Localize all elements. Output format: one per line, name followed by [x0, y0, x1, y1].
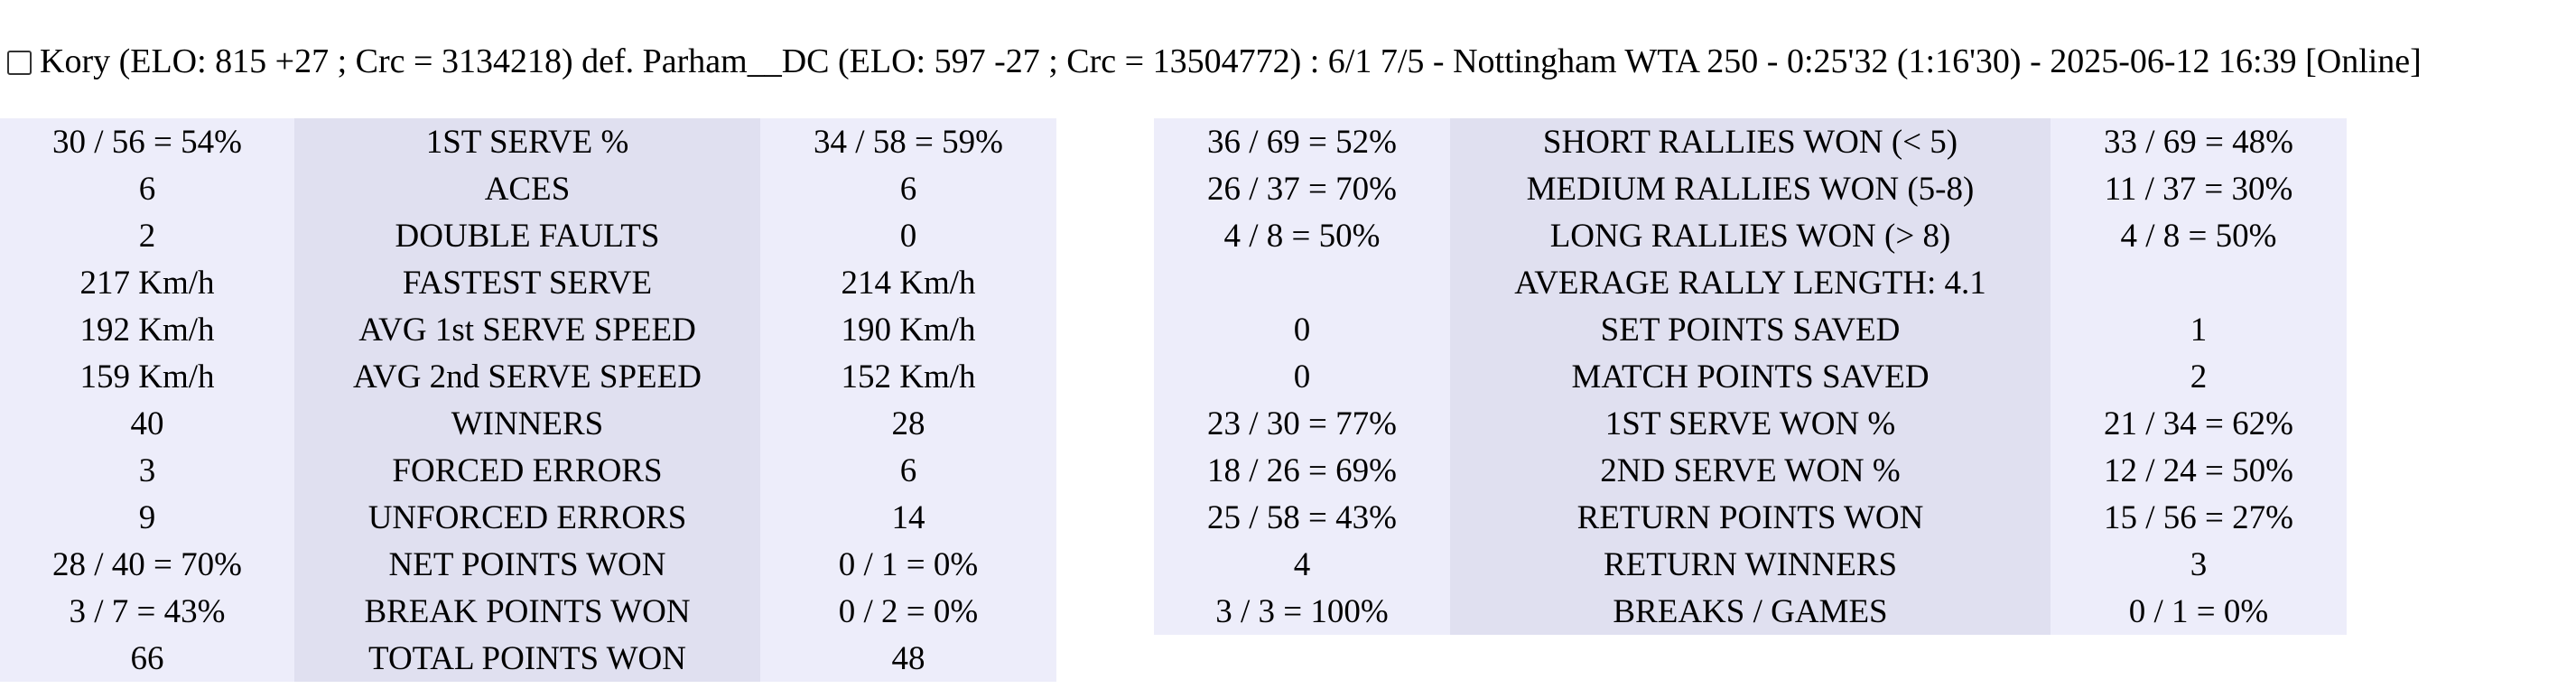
stat-row — [0, 306, 1056, 353]
stat-label: BREAK POINTS WON — [294, 588, 760, 635]
player2-value: 0 — [760, 212, 1056, 259]
player1-value: 28 / 40 = 70% — [0, 541, 294, 588]
stat-label: MEDIUM RALLIES WON (5-8) — [1450, 165, 2051, 212]
stat-label: RETURN WINNERS — [1450, 541, 2051, 588]
stat-label: SET POINTS SAVED — [1450, 306, 2051, 353]
player2-value: 4 / 8 = 50% — [2051, 212, 2347, 259]
player1-value: 4 / 8 = 50% — [1154, 212, 1450, 259]
stat-row — [1154, 165, 2347, 212]
player1-value: 3 — [0, 447, 294, 494]
stat-label: LONG RALLIES WON (> 8) — [1450, 212, 2051, 259]
player2-value: 21 / 34 = 62% — [2051, 400, 2347, 447]
stat-label: BREAKS / GAMES — [1450, 588, 2051, 635]
player2-value: 34 / 58 = 59% — [760, 118, 1056, 165]
stat-row — [0, 541, 1056, 588]
player2-value — [2051, 259, 2347, 306]
player1-value: 30 / 56 = 54% — [0, 118, 294, 165]
player2-value: 33 / 69 = 48% — [2051, 118, 2347, 165]
stat-label: RETURN POINTS WON — [1450, 494, 2051, 541]
player2-value: 190 Km/h — [760, 306, 1056, 353]
player2-value: 0 / 2 = 0% — [760, 588, 1056, 635]
match-title: Kory (ELO: 815 +27 ; Crc = 3134218) def. Parham__DC (ELO: 597 -27 ; Crc = 13504772) : 6/1 7/5 - Nottingham WTA 250 - 0:25'32 (1:16'30) - 2025-06-12 16:39 [Online] — [40, 42, 2422, 80]
stat-row — [0, 400, 1056, 447]
rally-stats-table — [1154, 118, 2347, 635]
stat-label: 1ST SERVE WON % — [1450, 400, 2051, 447]
player2-value: 11 / 37 = 30% — [2051, 165, 2347, 212]
stat-row — [0, 494, 1056, 541]
player2-value: 48 — [760, 635, 1056, 682]
player1-value: 36 / 69 = 52% — [1154, 118, 1450, 165]
player1-value: 3 / 3 = 100% — [1154, 588, 1450, 635]
player2-value: 214 Km/h — [760, 259, 1056, 306]
stat-label: 1ST SERVE % — [294, 118, 760, 165]
stat-label: MATCH POINTS SAVED — [1450, 353, 2051, 400]
stat-label: UNFORCED ERRORS — [294, 494, 760, 541]
player1-value: 25 / 58 = 43% — [1154, 494, 1450, 541]
stat-row — [0, 259, 1056, 306]
player2-value: 0 / 1 = 0% — [2051, 588, 2347, 635]
player2-value: 14 — [760, 494, 1056, 541]
stat-label: DOUBLE FAULTS — [294, 212, 760, 259]
player1-value: 192 Km/h — [0, 306, 294, 353]
stat-row — [0, 118, 1056, 165]
player1-value: 23 / 30 = 77% — [1154, 400, 1450, 447]
player2-value: 2 — [2051, 353, 2347, 400]
player1-value: 0 — [1154, 353, 1450, 400]
stat-row — [0, 353, 1056, 400]
stat-label: AVG 1st SERVE SPEED — [294, 306, 760, 353]
stat-row — [1154, 541, 2347, 588]
player1-value — [1154, 259, 1450, 306]
stat-row — [1154, 588, 2347, 635]
player2-value: 1 — [2051, 306, 2347, 353]
player2-value: 0 / 1 = 0% — [760, 541, 1056, 588]
player1-value: 2 — [0, 212, 294, 259]
rally-stats-body — [1154, 118, 2347, 635]
stat-row — [1154, 306, 2347, 353]
stat-row — [1154, 494, 2347, 541]
serve-stats-table — [0, 118, 1056, 682]
stat-row — [0, 212, 1056, 259]
player1-value: 4 — [1154, 541, 1450, 588]
stat-row — [0, 447, 1056, 494]
player2-value: 152 Km/h — [760, 353, 1056, 400]
stat-label: AVERAGE RALLY LENGTH: 4.1 — [1450, 259, 2051, 306]
player1-value: 18 / 26 = 69% — [1154, 447, 1450, 494]
stat-row — [0, 588, 1056, 635]
stat-label: TOTAL POINTS WON — [294, 635, 760, 682]
player1-value: 26 / 37 = 70% — [1154, 165, 1450, 212]
player1-value: 40 — [0, 400, 294, 447]
stat-row — [1154, 118, 2347, 165]
player2-value: 12 / 24 = 50% — [2051, 447, 2347, 494]
player1-value: 217 Km/h — [0, 259, 294, 306]
stat-label: AVG 2nd SERVE SPEED — [294, 353, 760, 400]
player1-value: 66 — [0, 635, 294, 682]
serve-stats-body — [0, 118, 1056, 682]
stat-label: FASTEST SERVE — [294, 259, 760, 306]
match-header — [7, 38, 2422, 85]
stat-row — [1154, 400, 2347, 447]
stat-label: FORCED ERRORS — [294, 447, 760, 494]
player1-value: 0 — [1154, 306, 1450, 353]
stat-label: WINNERS — [294, 400, 760, 447]
stat-label: NET POINTS WON — [294, 541, 760, 588]
stat-row — [1154, 447, 2347, 494]
player2-value: 15 / 56 = 27% — [2051, 494, 2347, 541]
player2-value: 3 — [2051, 541, 2347, 588]
player1-value: 9 — [0, 494, 294, 541]
stat-row — [1154, 212, 2347, 259]
stat-row — [1154, 353, 2347, 400]
match-checkbox[interactable] — [7, 51, 32, 75]
player1-value: 3 / 7 = 43% — [0, 588, 294, 635]
player1-value: 6 — [0, 165, 294, 212]
player1-value: 159 Km/h — [0, 353, 294, 400]
stat-label: 2ND SERVE WON % — [1450, 447, 2051, 494]
stat-label: ACES — [294, 165, 760, 212]
player2-value: 28 — [760, 400, 1056, 447]
stat-row — [0, 165, 1056, 212]
player2-value: 6 — [760, 165, 1056, 212]
stat-row — [1154, 259, 2347, 306]
stat-row — [0, 635, 1056, 682]
player2-value: 6 — [760, 447, 1056, 494]
stat-label: SHORT RALLIES WON (< 5) — [1450, 118, 2051, 165]
